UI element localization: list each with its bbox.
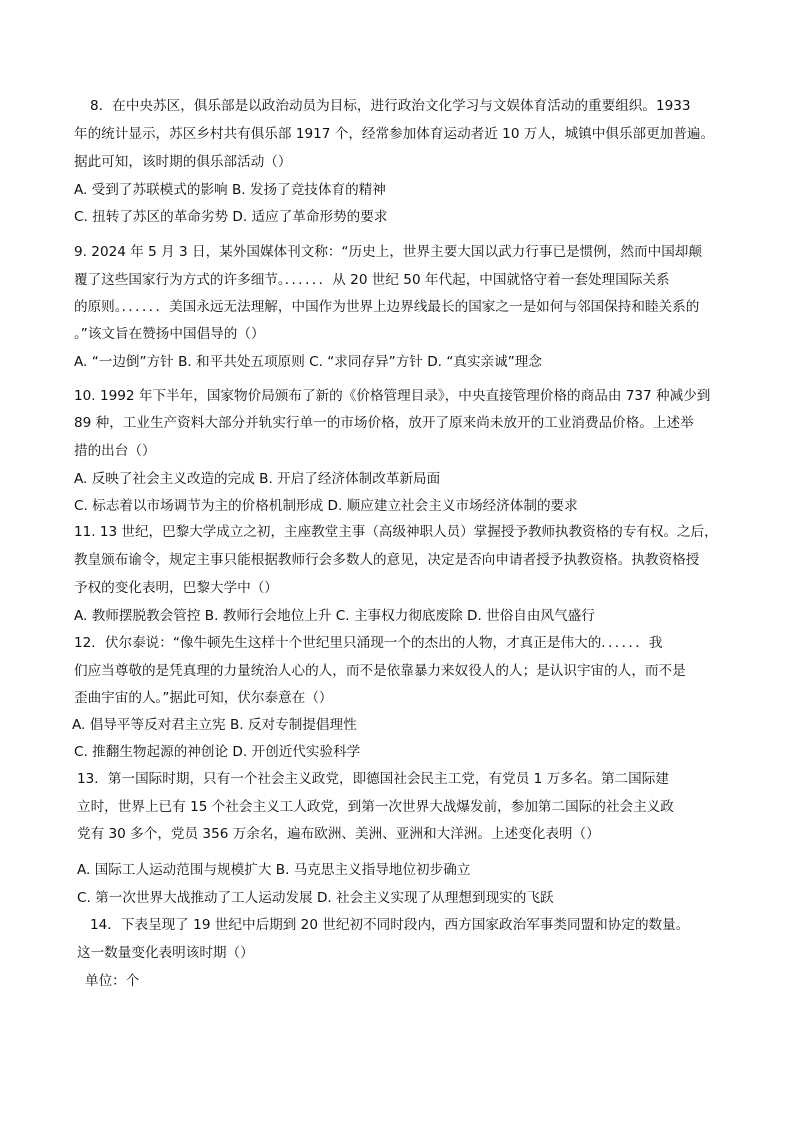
q10-option-line-2: C. 标志着以市场调节为主的价格机制形成 D. 顺应建立社会主义市场经济体制的要求 xyxy=(74,498,578,514)
q9-stem-line-3: 的原则。．．．．．．美国永远无法理解，中国作为世界上边界线最长的国家之一是如何与邻国保持和睦关系的 xyxy=(74,299,700,315)
q9-option-line-1: A. “一边倒”方针 B. 和平共处五项原则 C. “求同存异”方针 D. “真实亲诚”理念 xyxy=(74,354,542,370)
q12-stem-line-2: 们应当尊敬的是凭真理的力量统治人心的人，而不是依靠暴力来奴役人的人；是认识宇宙的人，而不是 xyxy=(74,663,686,679)
q13-stem-line-1: 13．第一国际时期，只有一个社会主义政党，即德国社会民主工党，有党员 1 万多名。第二国际建 xyxy=(77,771,669,787)
q14-stem-line-2: 这一数量变化表明该时期（） xyxy=(77,945,254,961)
q10-stem-line-3: 措的出台（） xyxy=(74,443,156,459)
q11-stem-line-1: 11. 13 世纪，巴黎大学成立之初，主座教堂主事（高级神职人员）掌握授予教师执教资格的专有权。之后， xyxy=(74,524,718,540)
q9-stem-line-2: 覆了这些国家行为方式的许多细节。．．．．．．从 20 世纪 50 年代起，中国就恪守着一套处理国际关系 xyxy=(74,272,670,288)
q14-stem-line-1: 14．下表呈现了 19 世纪中后期到 20 世纪初不同时段内，西方国家政治军事类同盟和协定的数量。 xyxy=(90,917,690,933)
q9-stem-line-1: 9. 2024 年 5 月 3 日，某外国媒体刊文称：“历史上，世界主要大国以武力行事已是惯例，然而中国却颠 xyxy=(74,244,702,260)
q8-stem-line-1: 8．在中央苏区，俱乐部是以政治动员为目标，进行政治文化学习与文娱体育活动的重要组织。1933 xyxy=(90,98,691,114)
q9-stem-line-4: 。”该文旨在赞扬中国倡导的（） xyxy=(74,326,265,342)
q11-option-line-1: A. 教师摆脱教会管控 B. 教师行会地位上升 C. 主事权力彻底废除 D. 世俗自由风气盛行 xyxy=(74,608,595,624)
q12-option-line-1: A. 倡导平等反对君主立宪 B. 反对专制提倡理性 xyxy=(72,717,357,733)
q11-stem-line-2: 教皇颁布谕令，规定主事只能根据教师行会多数人的意见，决定是否向申请者授予执教资格。执教资格授 xyxy=(74,552,700,568)
q10-stem-line-2: 89 种，工业生产资料大部分并轨实行单一的市场价格，放开了原来尚未放开的工业消费品价格。上述举 xyxy=(74,415,694,431)
q13-stem-line-3: 党有 30 多个，党员 356 万余名，遍布欧洲、美洲、亚洲和大洋洲。上述变化表明（） xyxy=(77,826,600,842)
q8-option-line-2: C. 扭转了苏区的革命劣势 D. 适应了革命形势的要求 xyxy=(74,209,388,225)
q8-option-line-1: A. 受到了苏联模式的影响 B. 发扬了竞技体育的精神 xyxy=(74,182,386,198)
q8-stem-line-2: 年的统计显示，苏区乡村共有俱乐部 1917 个，经常参加体育运动者近 10 万人，城镇中俱乐部更加普遍。 xyxy=(74,126,715,142)
q13-option-line-1: A. 国际工人运动范围与规模扩大 B. 马克思主义指导地位初步确立 xyxy=(77,862,471,878)
q10-stem-line-1: 10. 1992 年下半年，国家物价局颁布了新的《价格管理目录》，中央直接管理价格的商品由 737 种减少到 xyxy=(74,388,711,404)
q8-stem-line-3: 据此可知，该时期的俱乐部活动（） xyxy=(74,154,292,170)
q13-option-line-2: C. 第一次世界大战推动了工人运动发展 D. 社会主义实现了从理想到现实的飞跃 xyxy=(77,890,554,906)
q13-stem-line-2: 立时，世界上已有 15 个社会主义工人政党，到第一次世界大战爆发前，参加第二国际的社会主义政 xyxy=(77,799,674,815)
q12-option-line-2: C. 推翻生物起源的神创论 D. 开创近代实验科学 xyxy=(74,744,361,760)
q12-stem-line-1: 12．伏尔泰说：“像牛顿先生这样十个世纪里只涌现一个的杰出的人物，才真正是伟大的．．．．．．我 xyxy=(74,635,663,651)
q12-stem-line-3: 歪曲宇宙的人。”据此可知，伏尔泰意在（） xyxy=(74,690,333,706)
q11-stem-line-3: 予权的变化表明，巴黎大学中（） xyxy=(74,580,278,596)
q10-option-line-1: A. 反映了社会主义改造的完成 B. 开启了经济体制改革新局面 xyxy=(74,471,441,487)
q14-unit-label: 单位：个 xyxy=(85,973,140,989)
